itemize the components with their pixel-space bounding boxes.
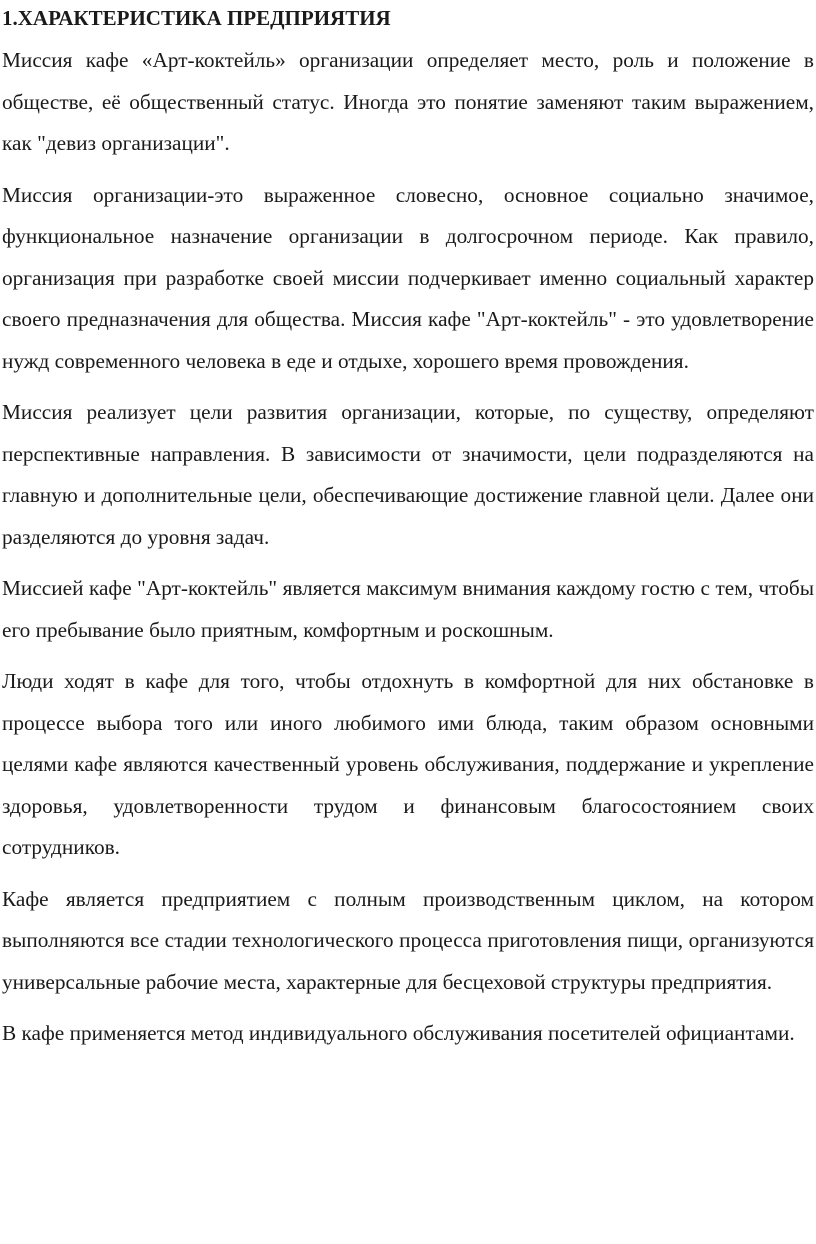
paragraph-mission-definition: Миссия кафе «Арт-коктейль» организации определяет место, роль и положение в обществе, её общественный статус. Иногда это понятие заменяют таким выражением, как "девиз организации". [2,48,814,155]
paragraph-main-goals: Люди ходят в кафе для того, чтобы отдохнуть в комфортной для них обстановке в процессе выбора того или иного любимого ими блюда, таким образом основными целями кафе являются качественный уровень обслуживания, поддержание и укрепление здоровья, удовлетворенности трудом и финансовым благосостоянием своих сотрудников. [2,669,814,859]
paragraph-development-goals: Миссия реализует цели развития организации, которые, по существу, определяют перспективные направления. В зависимости от значимости, цели подразделяются на главную и дополнительные цели, обеспечивающие достижение главной цели. Далее они разделяются до уровня задач. [2,400,814,549]
section-heading: 1.ХАРАКТЕРИСТИКА ПРЕДПРИЯТИЯ [2,6,391,30]
paragraph-service-method: В кафе применяется метод индивидуального обслуживания посетителей официантами. [2,1021,795,1045]
paragraph-cafe-mission: Миссией кафе "Арт-коктейль" является максимум внимания каждому гостю с тем, чтобы его пребывание было приятным, комфортным и роскошным. [2,576,814,642]
document-page [0,4,816,1244]
paragraph-mission-concept: Миссия организации-это выраженное словесно, основное социально значимое, функциональное назначение организации в долгосрочном периоде. Как правило, организация при разработке своей миссии подчеркивает именно социальный характер своего предназначения для общества. Миссия кафе "Арт-коктейль" - это удовлетворение нужд современного человека в еде и отдыхе, хорошего время провождения. [2,182,814,373]
paragraph-production-cycle: Кафе является предприятием с полным производственным циклом, на котором выполняются все стадии технологического процесса приготовления пищи, организуются универсальные рабочие места, характерные для бесцеховой структуры предприятия. [2,886,814,994]
